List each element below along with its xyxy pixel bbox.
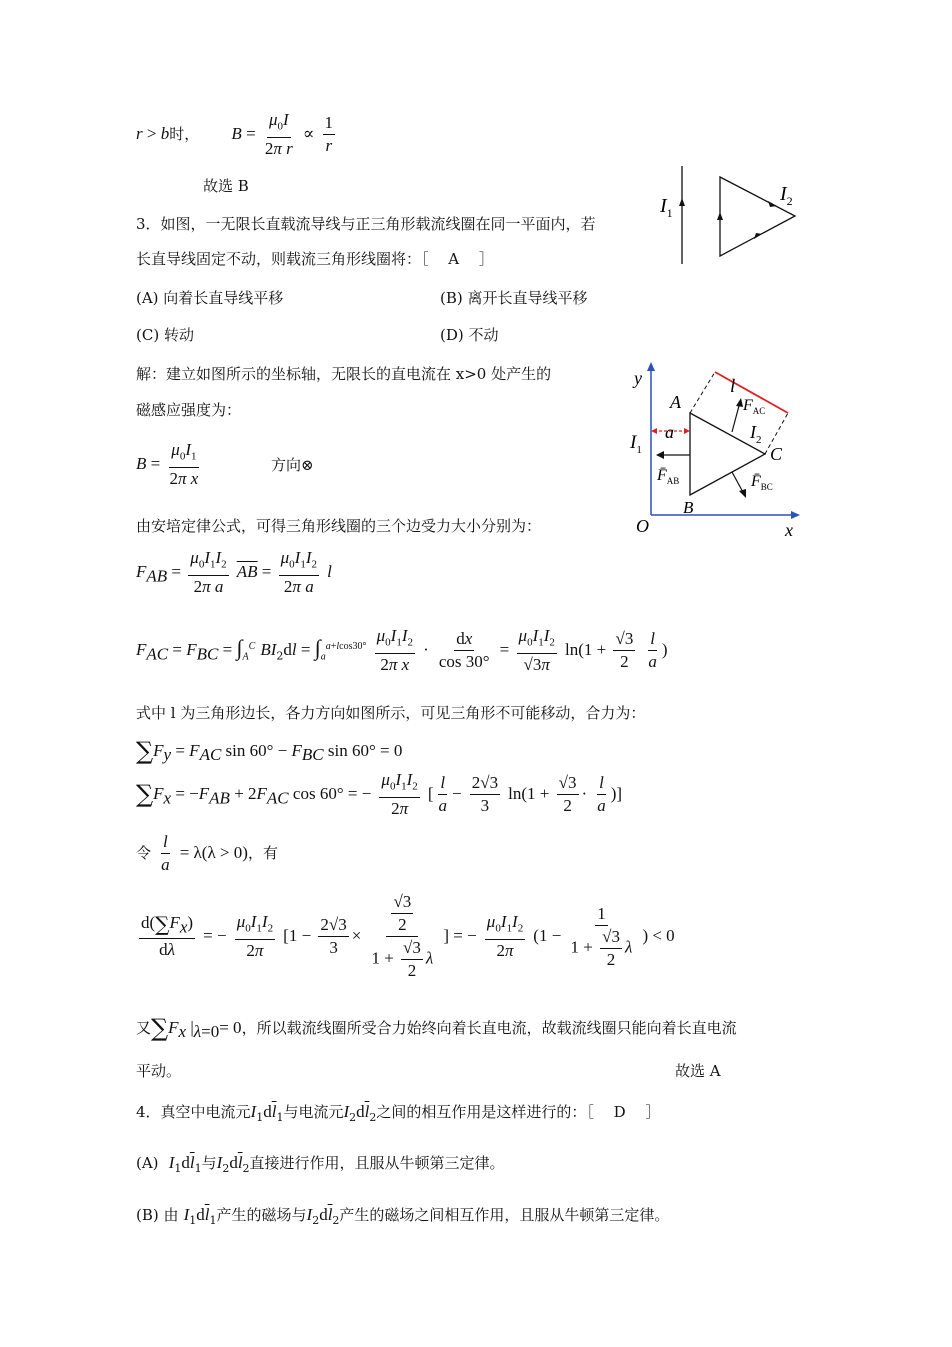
loop-arrow-top [768,201,777,207]
dist-a-label: a [665,422,674,442]
formula-sum-fx: $\sum F_x = -F_{AB} + 2F_{AC}$ cos 60° = − $\frac{\mu_0I_1I_2}{2\pi}$ [ $\frac{l}{a}$ − $\frac{2√3}{3}$ ln(1 + $\frac{√3}{2}$ · $\frac{l}{a}$ )] [136,770,623,819]
q4-text: 4．真空中电流元$I_1d\overline{l}_1$与电流元$I_2d\overline{l}_2$之间的相互作用是这样进行的：［ D ］ [136,1102,661,1125]
condition-text: 时， [169,125,200,144]
figure-coordinate-setup [620,358,810,543]
force-ac-label: $F_{AC}$ [743,397,766,416]
origin-label: O [636,516,649,536]
q3-text-line2: 长直导线固定不动，则载流三角形线圈将：［ A ］ [136,250,494,268]
loop-current-label: $I_2$ [780,183,793,208]
q3-option-b: (B) 离开长直导线平移 [440,289,588,307]
force-bc-label: $F̄_{BC}$ [751,473,773,492]
force-ac-head [736,398,743,407]
formula-derivative: $\frac{d(\sum F_x)}{d\lambda}$ = − $\frac{\mu_0I_1I_2}{2\pi}$ [1 − $\frac{2√3}{3}$ × $\frac{√3}{2}$ 1 + $\frac{√3}{2}$ λ ] = − $\frac{\mu_0I_1I_2}{2\pi}$ (1 − 1 1 + $\frac{√3}{2}$ λ ) < 0 [141,892,675,980]
also-prefix: 又 [136,1019,152,1037]
formula-b-outside: r > b时， B = $\frac{\mu_0I}{\text{2π r}}$ ∝ $\frac{1}{r}$ [136,110,333,159]
also-text: ，所以载流线圈所受合力始终向着长直电流，故载流线圈只能向着长直电流 [241,1019,737,1037]
loop-arrow-left [717,212,723,220]
q3-option-a: (A) 向着长直导线平移 [136,289,284,307]
vertex-b-label: B [683,498,694,517]
let-text: ，有 [247,844,278,862]
formula-b-field: B = $\frac{\mu_0I_1}{\text{2π x}}$ [136,440,199,489]
figure-wire-triangle [650,160,810,270]
solution-line1: 解：建立如图所示的坐标轴，无限长的直电流在 x>0 处产生的 [136,365,552,383]
q3-option-c: (C) 转动 [136,326,194,344]
formula-let-lambda: 令 $\frac{l}{a}$ = λ(λ > 0)，有 [136,832,278,874]
choose-b: 故选 B [203,177,249,195]
x-axis-arrow [791,511,800,519]
q3-option-d: (D) 不动 [440,326,499,344]
distance-a-arrow-left [651,428,657,434]
solution-line2: 磁感应强度为： [136,401,242,419]
wire-arrow [679,198,685,206]
force-ab-head [656,451,664,459]
q4-option-a: (A) $I_1d\overline{l}_1$与$I_2d\overline{l}_2$直接进行作用，且服从牛顿第三定律。 [136,1153,505,1176]
distance-a-arrow-right [684,428,690,434]
side-note: 式中 l 为三角形边长，各力方向如图所示，可见三角形不可能移动，合力为： [136,704,646,722]
ampere-intro: 由安培定律公式，可得三角形线圈的三个边受力大小分别为： [136,517,542,535]
q4-option-b: (B) 由 $I_1d\overline{l}_1$产生的磁场与$I_2d\overline{l}_2$产生的磁场之间相互作用，且服从牛顿第三定律。 [136,1205,670,1228]
wire-current-label: $I_1$ [660,195,673,220]
force-ab-label: $F̄_{AB}$ [657,467,680,486]
conclusion-line2: 平动。 [136,1062,182,1080]
conclusion-line: 又$\sum F_x$ $|_{\lambda=0}= 0$，所以载流线圈所受合力始终向着长直电流，故载流线圈只能向着长直电流 [136,1014,737,1042]
loop-arrow-bottom [754,233,762,239]
side-l-ext-left [690,372,715,413]
axis-y-label: y [634,368,642,388]
force-bc-head [739,489,746,498]
q3-text-line1: 3．如图，一无限长直载流导线与正三角形载流线圈在同一平面内，若 [136,215,596,233]
direction-label: 方向⊗ [271,456,314,474]
formula-f-ac: $F_{AC} = F_{BC} = \int_A^C$ $BI_2dl = \int_a^{a+lcos30^\circ}$ $\frac{\mu_0I_1I_2}{\text{2π x}}$ · $\frac{dx}{\cos 30^\circ}$ = $\frac{\mu_0I_1I_2}{√3\pi}$ ln(1 + $\frac{√3}{2}$ $\frac{l}{a}$ ) [136,626,668,675]
y-axis-arrow [647,362,655,371]
choose-a: 故选 A [675,1062,721,1080]
vertex-c-label: C [770,444,783,464]
current-i2-label: $I_2$ [750,422,762,446]
force-ac-arrow [732,402,740,432]
side-l-label: l [730,376,736,397]
current-i1-label: $I_1$ [630,432,642,456]
vertex-a-label: A [670,392,681,412]
formula-sum-fy: $\sum F_y = F_{AC}$ $\sin 60^\circ - F_{BC}$ sin 60° = 0 [136,737,403,765]
formula-f-ab: $F_{AB}$ = $\frac{\mu_0I_1I_2}{\text{2π a}}$ $\overline{AB}$ = $\frac{\mu_0I_1I_2}{\text{2π a}}$ l [136,548,332,597]
axis-x-label: x [785,520,793,540]
